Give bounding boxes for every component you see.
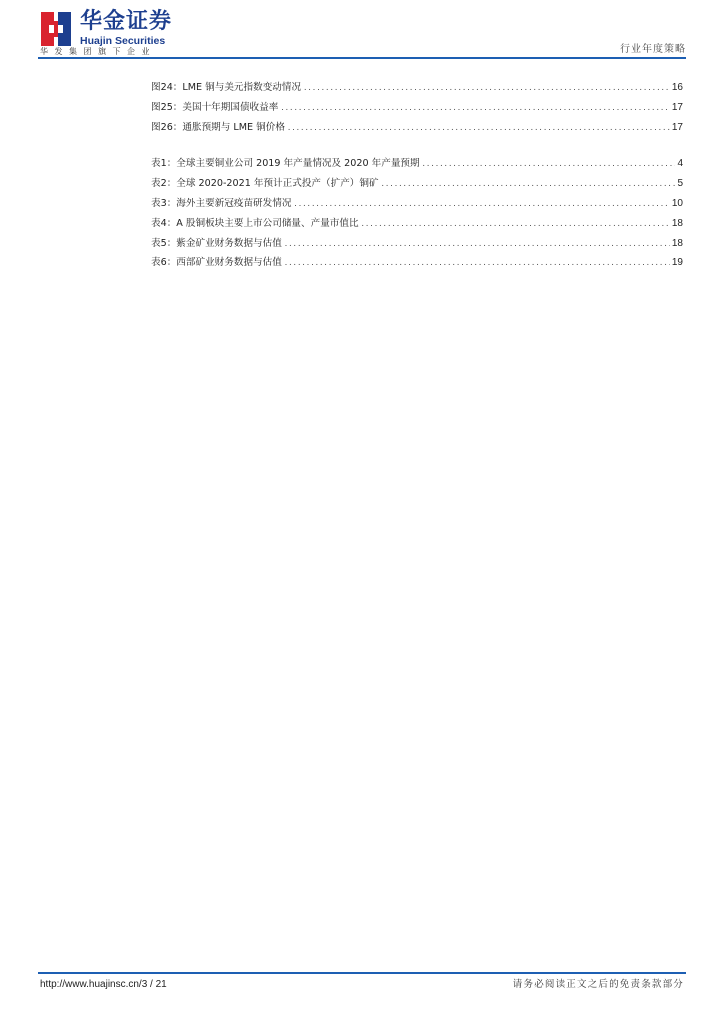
toc-entry-page: 18: [671, 237, 683, 249]
toc-entry-label: 表1：全球主要铜业公司 2019 年产量情况及 2020 年产量预期: [151, 158, 420, 170]
report-type: 行业年度策略: [620, 44, 686, 55]
figure-list: [151, 78, 683, 137]
logo-english-name: Huajin Securities: [80, 35, 166, 47]
toc-entry-page: 16: [671, 82, 683, 93]
toc-entry[interactable]: [151, 253, 683, 273]
toc-leader-dots: [303, 79, 670, 99]
toc-entry[interactable]: [151, 174, 683, 194]
toc-entry-page: 19: [671, 257, 683, 269]
header-divider: [38, 57, 686, 59]
huajin-logo-icon: [41, 12, 71, 46]
toc-entry-label: 表4：A 股铜板块主要上市公司储量、产量市值比: [151, 217, 359, 229]
toc-entry[interactable]: [151, 154, 683, 174]
toc-entry-label: 表3：海外主要新冠疫苗研发情况: [151, 197, 292, 209]
toc-entry-page: 17: [671, 121, 683, 133]
toc-leader-dots: [284, 254, 670, 274]
toc-entry-label: 表2：全球 2020-2021 年预计正式投产（扩产）铜矿: [151, 178, 379, 190]
toc-entry[interactable]: [151, 118, 683, 138]
toc-leader-dots: [284, 235, 670, 255]
toc-leader-dots: [293, 195, 669, 215]
footer-url-page[interactable]: http://www.huajinsc.cn/3 / 21: [40, 979, 167, 990]
toc-entry[interactable]: [151, 194, 683, 214]
page-header: [38, 8, 686, 60]
table-list: [151, 154, 683, 273]
toc-leader-dots: [422, 155, 676, 175]
toc-entry[interactable]: [151, 98, 683, 118]
toc-entry-label: 图25：美国十年期国债收益率: [151, 101, 279, 113]
footer-disclaimer: 请务必阅读正文之后的免责条款部分: [512, 979, 684, 990]
toc-entry-page: 5: [677, 178, 683, 190]
table-of-contents: [151, 78, 683, 273]
toc-leader-dots: [280, 99, 670, 119]
toc-entry-page: 10: [671, 197, 683, 209]
toc-entry-label: 图26：通胀预期与 LME 铜价格: [151, 121, 285, 133]
toc-entry-page: 18: [671, 217, 683, 229]
toc-leader-dots: [361, 215, 670, 235]
toc-leader-dots: [287, 119, 670, 139]
group-tagline: 华发集团旗下企业: [40, 47, 156, 56]
toc-entry-label: 表5：紫金矿业财务数据与估值: [151, 237, 282, 249]
toc-entry[interactable]: [151, 78, 683, 98]
toc-leader-dots: [381, 175, 676, 195]
toc-entry-page: 4: [677, 158, 683, 170]
toc-entry-label: 表6：西部矿业财务数据与估值: [151, 257, 282, 269]
logo-chinese-name: 华金证券: [80, 9, 173, 34]
toc-entry[interactable]: [151, 234, 683, 254]
toc-entry[interactable]: [151, 214, 683, 234]
toc-entry-page: 17: [671, 101, 683, 113]
toc-entry-label: 图24：LME 铜与美元指数变动情况: [151, 82, 302, 93]
footer-divider: [38, 972, 686, 974]
